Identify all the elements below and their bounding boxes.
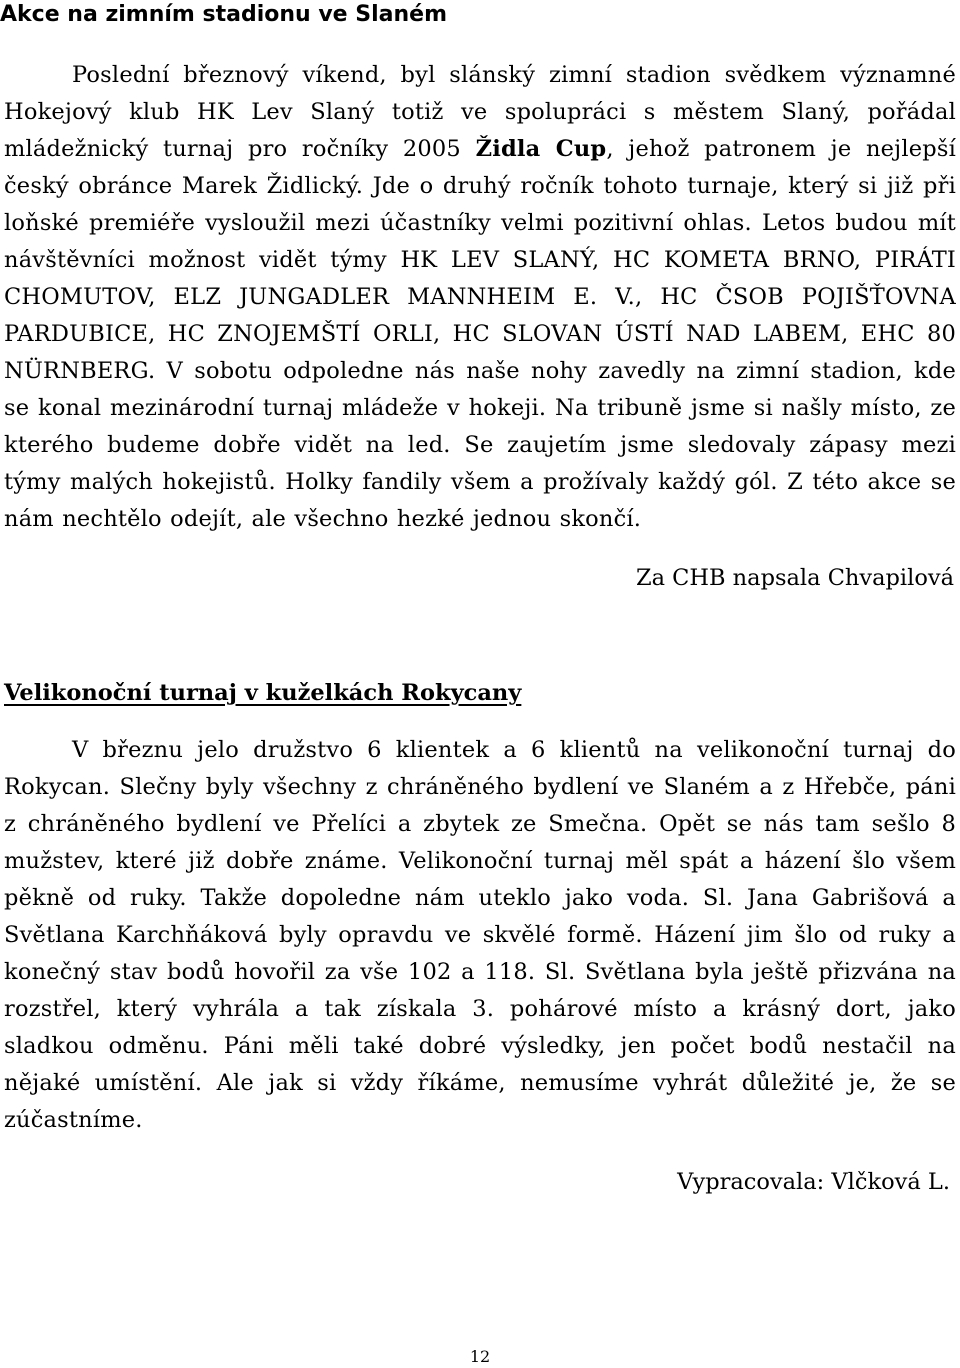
body-text-part2: , jehož patronem je nejlepší český obránce Marek Židlický. Jde o druhý ročník tohoto turnaje, který si již při loňské premiéře vysloužil mezi účastníky velmi pozitivní ohlas. Letos budou mít návštěvníci možnost vidět týmy HK LEV SLANÝ, HC KOMETA BRNO, PIRÁTI CHOMUTOV, ELZ JUNGADLER MANNHEIM E. V., HC ČSOB POJIŠŤOVNA PARDUBICE, HC ZNOJEMŠTÍ ORLI, HC SLOVAN ÚSTÍ NAD LABEM, EHC 80 NÜRNBERG. V sobotu odpoledne nás naše nohy zavedly na zimní stadion, kde se konal mezinárodní turnaj mládeže v hokeji. Na tribuně jsme si našly místo, ze kterého budeme dobře vidět na led. Se zaujetím jsme sledovaly zápasy mezi týmy malých hokejistů. Holky fandily všem a prožívaly každý gól. Z této akce se nám nechtělo odejít, ale všechno hezké jednou skončí. (4, 136, 957, 532)
article-body-stadium (4, 57, 956, 538)
event-name-bold: Židla Cup (475, 136, 607, 162)
page-number: 12 (469, 1347, 491, 1366)
article-body-bowling: V březnu jelo družstvo 6 klientek a 6 klientů na velikonoční turnaj do Rokycan. Slečny byly všechny z chráněného bydlení ve Slaném a z Hřebče, páni z chráněného bydlení ve Přelíci a zbytek ze Smečna. Opět se nás tam sešlo 8 mužstev, které již dobře známe. Velikonoční turnaj měl spát a házení šlo všem pěkně od ruky. Takže dopoledne nám uteklo jako voda. Sl. Jana Gabrišová a Světlana Karchňáková byly opravdu ve skvělé formě. Házení jim šlo od ruky a konečný stav bodů hovořil za vše 102 a 118. Sl. Světlana byla ještě přizvána na rozstřel, který vyhrála a tak získala 3. pohárové místo a krásný dort, jako sladkou odměnu. Páni měli také dobré výsledky, jen počet bodů nestačil na nějaké umístění. Ale jak si vždy říkáme, nemusíme vyhrát důležité je, že se zúčastníme. (4, 737, 956, 1133)
article-title-bowling: Velikonoční turnaj v kuželkách Rokycany (4, 680, 522, 706)
author-signature-bowling: Vypracovala: Vlčková L. (677, 1169, 950, 1195)
article-title-stadium: Akce na zimním stadionu ve Slaném (0, 2, 448, 27)
body-text-part1: Poslední březnový víkend, byl slánský zimní stadion svědkem významné Hokejový klub HK Lev Slaný totiž ve spolupráci s městem Slaný, pořádal mládežnický turnaj pro ročníky 2005 (4, 62, 956, 162)
author-signature-stadium: Za CHB napsala Chvapilová (635, 565, 954, 591)
